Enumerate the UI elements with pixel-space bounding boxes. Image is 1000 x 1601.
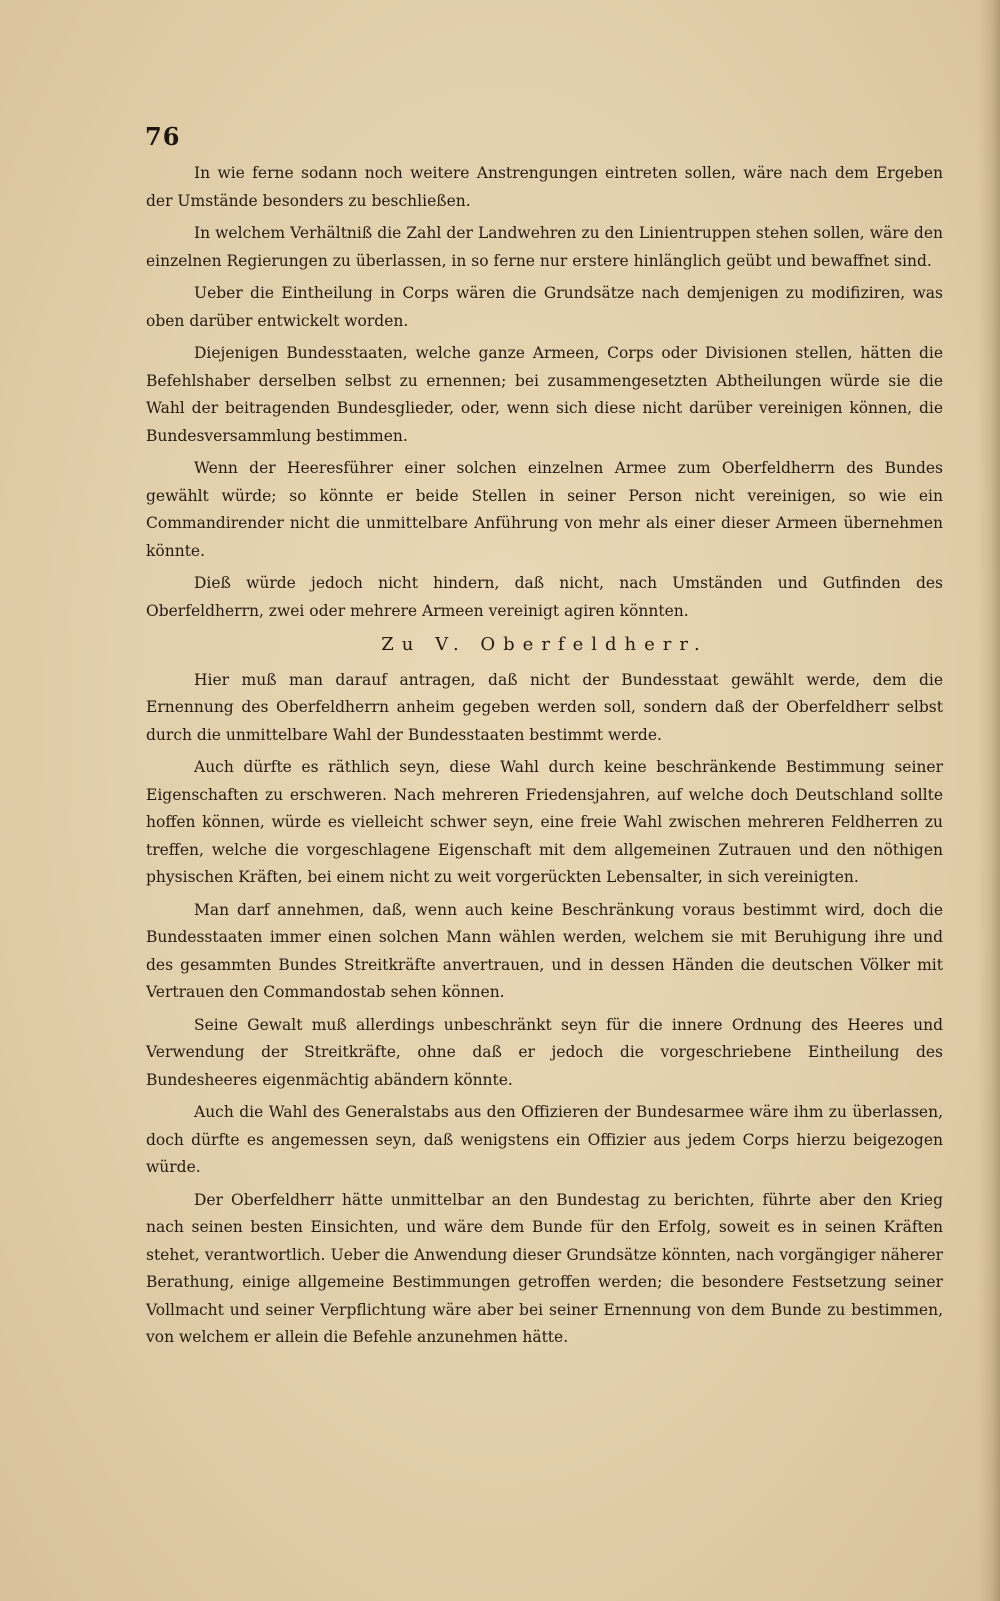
paragraph: Man darf annehmen, daß, wenn auch keine Beschränkung voraus bestimmt wird, doch die Bundesstaaten immer einen solchen Mann wählen werden, welchem sie mit Beruhigung ihre und des gesammten Bundes Streitkräfte anvertrauen, und in dessen Händen die deutschen Völker mit Vertrauen den Commandostab sehen können. <box>146 900 943 1001</box>
paragraph: Dieß würde jedoch nicht hindern, daß nicht, nach Umständen und Gutfinden des Oberfeldherrn, zwei oder mehrere Armeen vereinigt agiren könnten. <box>146 574 943 620</box>
paragraph: Auch die Wahl des Generalstabs aus den Offizieren der Bundesarmee wäre ihm zu überlassen, doch dürfte es angemessen seyn, daß wenigstens ein Offizier aus jedem Corps hierzu beigezogen würde. <box>146 1103 943 1176</box>
paragraph: Hier muß man darauf antragen, daß nicht der Bundesstaat gewählt werde, dem die Ernennung des Oberfeldherrn anheim gegeben werden soll, sondern daß der Oberfeldherr selbst durch die unmittelbare Wahl der Bundesstaaten bestimmt werde. <box>146 670 943 744</box>
page-edge-shadow <box>978 0 1000 1601</box>
paragraph: In wie ferne sodann noch weitere Anstrengungen eintreten sollen, wäre nach dem Ergeben der Umstände besonders zu beschließen. <box>146 164 943 210</box>
page-number: 76 <box>145 122 181 151</box>
paragraph: In welchem Verhältniß die Zahl der Landwehren zu den Linientruppen stehen sollen, wäre den einzelnen Regierungen zu überlassen, in so ferne nur erstere hinlänglich geübt und bewaffnet sind. <box>146 224 943 270</box>
paragraph: Diejenigen Bundesstaaten, welche ganze Armeen, Corps oder Divisionen stellen, hätten die Befehlshaber derselben selbst zu ernennen; bei zusammengesetzten Abtheilungen würde sie die Wahl der beitragenden Bundesglieder, oder, wenn sich diese nicht darüber vereinigen können, die Bundesversammlung bestimmen. <box>146 344 943 445</box>
paragraph: Auch dürfte es räthlich seyn, diese Wahl durch keine beschränkende Bestimmung seiner Eigenschaften zu erschweren. Nach mehreren Friedensjahren, auf welche doch Deutschland sollte hoffen können, würde es vielleicht schwer seyn, eine freie Wahl zwischen mehreren Feldherren zu treffen, welche die vorgeschlagene Eigenschaft mit dem allgemeinen Zutrauen und den nöthigen physischen Kräften, bei einem nicht zu weit vorgerückten Lebensalter, in sich vereinigten. <box>146 758 943 886</box>
paragraph: Der Oberfeldherr hätte unmittelbar an den Bundestag zu berichten, führte aber den Krieg nach seinen besten Einsichten, und wäre dem Bunde für den Erfolg, soweit es in seinen Kräften stehet, verantwortlich. Ueber die Anwendung dieser Grundsätze könnten, nach vorgängiger näherer Berathung, einige allgemeine Bestimmungen getroffen werden; die besondere Festsetzung seiner Vollmacht und seiner Verpflichtung wäre aber bei seiner Ernennung von dem Bunde zu bestimmen, von welchem er allein die Befehle anzunehmen hätte. <box>146 1190 943 1346</box>
paragraph: Ueber die Eintheilung in Corps wären die Grundsätze nach demjenigen zu modifiziren, was oben darüber entwickelt worden. <box>146 284 943 330</box>
paragraph: Wenn der Heeresführer einer solchen einzelnen Armee zum Oberfeldherrn des Bundes gewählt würde; so könnte er beide Stellen in seiner Person nicht vereinigen, so wie ein Commandirender nicht die unmittelbare Anführung von mehr als einer dieser Armeen übernehmen könnte. <box>146 459 943 560</box>
paragraph: Seine Gewalt muß allerdings unbeschränkt seyn für die innere Ordnung des Heeres und Verwendung der Streitkräfte, ohne daß er jedoch die vorgeschriebene Eintheilung des Bundesheeres eigenmächtig abändern könnte. <box>146 1015 943 1089</box>
page-text-body <box>146 160 943 1357</box>
section-heading: Zu V. Oberfeldherr. <box>381 634 708 655</box>
